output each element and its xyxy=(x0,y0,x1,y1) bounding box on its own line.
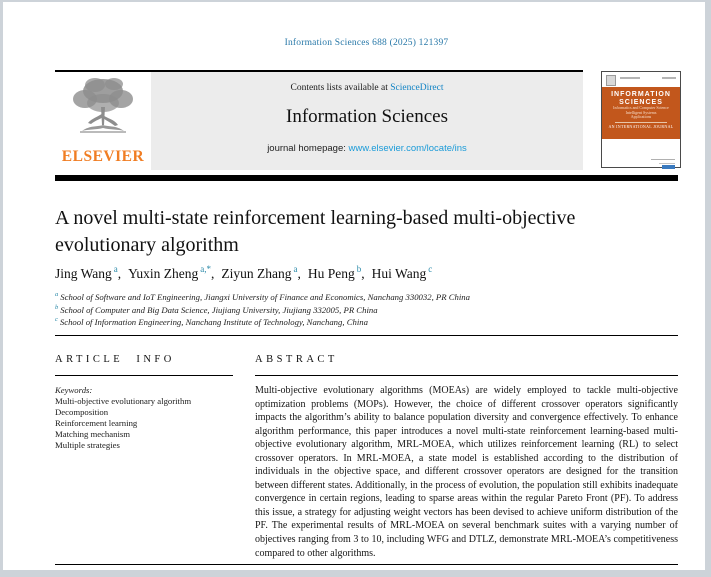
article-info-heading: ARTICLE INFO xyxy=(55,354,175,365)
affiliation-text: School of Software and IoT Engineering, Jiangxi University of Finance and Economics, Nanchang 330032, PR China xyxy=(60,291,470,302)
cover-bottom-strip xyxy=(602,139,680,170)
article-info-rule xyxy=(55,375,233,376)
keyword-item: Reinforcement learning xyxy=(55,418,138,428)
author-name: Hu Peng xyxy=(307,265,355,281)
cover-crest-icon xyxy=(606,75,616,86)
affiliation-sup: c xyxy=(55,316,58,324)
contents-line xyxy=(151,83,583,93)
keywords-label: Keywords: xyxy=(55,385,93,395)
author-separator: , xyxy=(361,265,365,281)
author-affiliation-sup: b xyxy=(356,264,362,274)
author-affiliation-sup: a,* xyxy=(200,264,212,274)
cover-tagline: AN INTERNATIONAL JOURNAL xyxy=(608,123,674,129)
affiliation-sup: b xyxy=(55,303,59,311)
affiliation-text: School of Computer and Big Data Science, Jiujiang University, Jiujiang 332005, PR China xyxy=(60,304,378,315)
sections-top-rule xyxy=(55,335,678,336)
abstract-bottom-rule xyxy=(55,564,678,565)
affiliation-list xyxy=(55,290,675,328)
author-name: Jing Wang xyxy=(55,265,112,281)
cover-sciencedirect-mark xyxy=(662,165,675,169)
cover-orange-panel xyxy=(602,87,680,139)
journal-citation-link[interactable]: Information Sciences 688 (2025) 121397 xyxy=(284,38,449,48)
author xyxy=(372,266,433,281)
cover-bottom-text-smudge xyxy=(651,159,675,161)
journal-homepage-link[interactable]: www.elsevier.com/locate/ins xyxy=(348,143,467,154)
cover-subtitle1: Informatics and Computer Science xyxy=(613,105,669,110)
elsevier-logo xyxy=(55,73,151,170)
author xyxy=(308,266,365,281)
affiliation-line xyxy=(55,303,675,316)
pdf-page xyxy=(3,2,705,570)
cover-subtitle3: Applications xyxy=(630,114,652,119)
author xyxy=(55,266,121,281)
cover-top-strip xyxy=(602,72,680,87)
affiliation-sup: a xyxy=(55,291,59,298)
author xyxy=(221,266,301,281)
affiliation-line xyxy=(55,290,675,303)
abstract-text: Multi-objective evolutionary algorithms (MOEAs) are widely employed to tackle multi-objective optimization problems (MOPs). However, the choice of different crossover operators significantly impacts the algorithm’s ability to balance population diversity and convergence effectively. To enhance algorithm performance, this paper introduces a novel multi-state reinforcement learning-based multi-objective evolutionary algorithm, MRL-MOEA, which utilizes reinforcement learning (RL) to select crossover operators. In MRL-MOEA, a state model is established according to the distribution of individuals in the objective space, and different crossover operators are designed for the transition between different states. Additionally, in the process of evolution, the population still exhibits inadequate convergence in certain regions, leading to sparse areas within the regular Pareto Front (PF). To address this issue, a strategy for adjusting weight vectors has been devised to achieve uniform distribution of the PF. The experimental results of MRL-MOEA on several benchmark suites with a varying number of objectives ranging from 3 to 10, including WFG and DTLZ, demonstrate MRL-MOEA’s competitiveness compared to other algorithms. xyxy=(255,385,678,559)
cover-title-line1: INFORMATION xyxy=(611,91,671,98)
elsevier-tree-icon xyxy=(68,73,138,149)
affiliation-text: School of Information Engineering, Nanchang Institute of Technology, Nanchang, China xyxy=(59,317,368,328)
journal-title: Information Sciences xyxy=(286,106,448,127)
article-title: A novel multi-state reinforcement learning-based multi-objective evolutionary algorithm xyxy=(55,207,576,256)
keywords-block xyxy=(55,385,250,451)
author xyxy=(128,266,214,281)
cover-title-line2: SCIENCES xyxy=(619,98,663,106)
sciencedirect-link[interactable]: ScienceDirect xyxy=(390,83,444,93)
elsevier-wordmark: ELSEVIER xyxy=(61,148,145,165)
author-name: Hui Wang xyxy=(371,265,427,281)
author-separator: , xyxy=(117,265,122,281)
cover-top-text-smudge xyxy=(620,77,640,79)
cover-subtitle2: Intelligent Systems xyxy=(625,109,657,115)
keyword-item: Multi-objective evolutionary algorithm xyxy=(55,396,192,406)
author-affiliation-sup: c xyxy=(428,264,433,274)
affiliation-line xyxy=(55,315,675,328)
journal-cover-thumbnail xyxy=(601,71,681,168)
author-name: Ziyun Zhang xyxy=(221,265,292,281)
homepage-line xyxy=(151,143,583,154)
cover-bottom-text-smudge xyxy=(659,163,675,165)
keyword-item: Multiple strategies xyxy=(55,440,120,450)
author-affiliation-sup: a xyxy=(113,264,118,274)
journal-header-banner xyxy=(151,72,583,170)
abstract-heading: ABSTRACT xyxy=(255,354,338,365)
author-name: Yuxin Zheng xyxy=(128,265,199,281)
author-separator: , xyxy=(211,265,215,281)
cover-divider xyxy=(615,122,667,123)
author-list xyxy=(55,264,675,282)
keyword-item: Matching mechanism xyxy=(55,429,131,439)
header-bottom-bar xyxy=(55,175,678,181)
contents-prefix: Contents lists available at xyxy=(290,83,391,93)
cover-top-text-smudge xyxy=(662,77,676,79)
author-separator: , xyxy=(297,265,301,281)
abstract-rule xyxy=(255,375,678,376)
author-affiliation-sup: a xyxy=(293,264,298,274)
homepage-prefix: journal homepage: xyxy=(267,143,349,154)
keyword-item: Decomposition xyxy=(55,407,109,417)
